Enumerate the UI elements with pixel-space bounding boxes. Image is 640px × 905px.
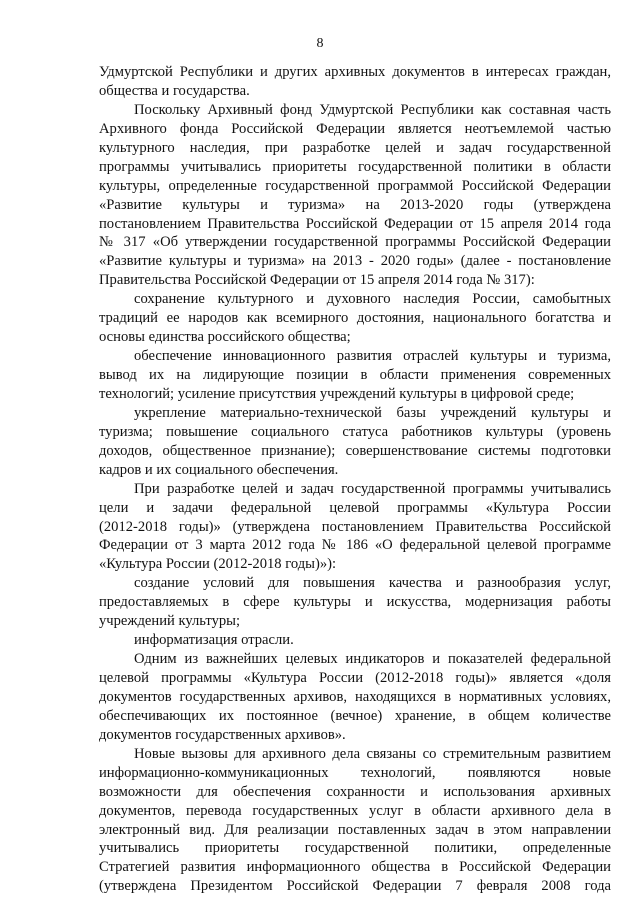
text-line: программы учитывались приоритеты государственной политики в области: [99, 158, 611, 175]
text-line: цели и задачи федеральной целевой программы «Культура России: [99, 499, 611, 516]
text-line: (утверждена Президентом Российской Федерации 7 февраля 2008 года: [99, 878, 611, 895]
text-line: Поскольку Архивный фонд Удмуртской Республики как составная часть: [134, 101, 611, 118]
text-line: Правительства Российской Федерации от 15 апреля 2014 года № 317):: [99, 272, 535, 289]
text-line: культуры, определенные государственной программой Российской Федерации: [99, 177, 611, 194]
text-line: основы единства российского общества;: [99, 329, 351, 346]
text-line: Удмуртской Республики и других архивных документов в интересах граждан,: [99, 64, 611, 80]
text-line: создание условий для повышения качества и разнообразия услуг,: [134, 575, 611, 592]
text-line: документов государственных архивов».: [99, 726, 346, 743]
text-line: электронный вид. Для реализации поставленных задач в этом направлении: [99, 821, 611, 838]
text-line: Стратегией развития информационного общества в Российской Федерации: [99, 859, 611, 876]
text-line: Федерации от 3 марта 2012 года № 186 «О федеральной целевой программе: [99, 537, 611, 554]
text-line: технологий; усиление присутствия учреждений культуры в цифровой среде;: [99, 385, 575, 402]
text-line: предоставляемых в сфере культуры и искусства, модернизация работы: [99, 594, 611, 611]
text-line: (2012-2018 годы)» (утверждена постановлением Правительства Российской: [99, 518, 611, 535]
page-number: 8: [316, 36, 324, 51]
text-line: целевой программы «Культура России (2012-2018 годы)» является «доля: [99, 670, 611, 686]
text-line: Одним из важнейших целевых индикаторов и показателей федеральной: [134, 651, 611, 668]
text-line: обеспечивающих их постоянное (вечное) хранение, в общем количестве: [99, 707, 611, 724]
text-line: информационно-коммуникационных технологий, появляются новые: [99, 764, 611, 781]
text-line: доходов, общественное признание); совершенствование системы подготовки: [99, 442, 611, 459]
text-line: документов, перевода государственных услуг в области архивного дела в: [99, 802, 611, 819]
document-body: [99, 63, 611, 896]
text-line: информатизация отрасли.: [134, 632, 294, 649]
text-line: обеспечение инновационного развития отраслей культуры и туризма,: [134, 348, 611, 365]
text-line: туризма; повышение социального статуса работников культуры (уровень: [99, 423, 611, 440]
text-line: документов государственных архивов, находящихся в нормативных условиях,: [99, 688, 611, 705]
text-line: вывод их на лидирующие позиции в области применения современных: [99, 367, 611, 383]
text-line: Архивного фонда Российской Федерации является неотъемлемой частью: [99, 120, 611, 137]
text-line: постановлением Правительства Российской Федерации от 15 апреля 2014 года: [99, 215, 611, 232]
text-line: общества и государства.: [99, 82, 250, 99]
text-line: учитывались приоритеты государственной политики, определенные: [99, 840, 611, 857]
text-line: укрепление материально-технической базы учреждений культуры и: [134, 404, 611, 421]
text-line: возможности для обеспечения сохранности и использования архивных: [99, 783, 611, 800]
text-line: «Культура России (2012-2018 годы)»):: [99, 556, 337, 573]
text-line: сохранение культурного и духовного наследия России, самобытных: [134, 291, 611, 308]
text-line: При разработке целей и задач государственной программы учитывались: [134, 480, 611, 497]
text-line: традиций ее народов как всемирного достояния, национального богатства и: [99, 310, 611, 327]
text-line: № 317 «Об утверждении государственной программы Российской Федерации: [99, 234, 611, 251]
text-line: кадров и их социального обеспечения.: [99, 461, 339, 478]
text-line: культурного наследия, при разработке целей и задач государственной: [99, 139, 611, 156]
text-line: учреждений культуры;: [99, 613, 241, 630]
text-line: «Развитие культуры и туризма» на 2013 - 2020 годы» (далее - постановление: [99, 253, 611, 270]
text-line: Новые вызовы для архивного дела связаны со стремительным развитием: [134, 745, 611, 762]
text-line: «Развитие культуры и туризма» на 2013-2020 годы (утверждена: [99, 196, 611, 213]
